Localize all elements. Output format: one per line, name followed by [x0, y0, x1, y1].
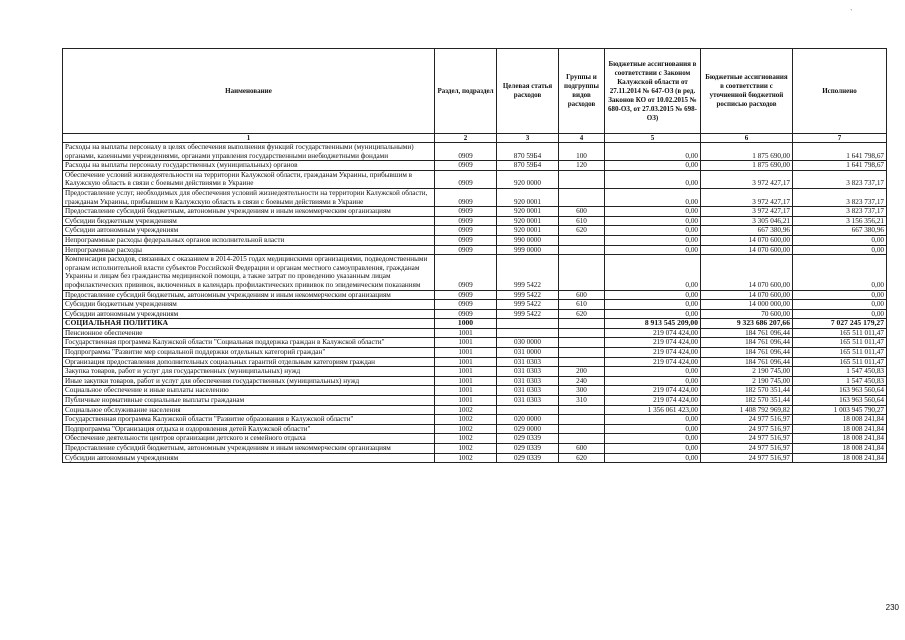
row-target-article: 031 0000 — [497, 348, 559, 358]
row-name: Обеспечение условий жизнедеятельности на территории Калужской области, гражданам Украины, прибывшим в Калужскую область в связи с боевыми действиями в Украине — [63, 170, 435, 188]
row-target-article: 031 0303 — [497, 396, 559, 406]
row-law-allocation: 0,00 — [605, 309, 701, 319]
row-executed: 0,00 — [793, 290, 887, 300]
row-razdel: 1001 — [435, 338, 497, 348]
row-razdel: 1001 — [435, 386, 497, 396]
row-law-allocation: 219 074 424,00 — [605, 357, 701, 367]
row-razdel: 0909 — [435, 216, 497, 226]
row-executed: 7 027 245 179,27 — [793, 319, 887, 329]
row-refined-allocation: 14 000 000,00 — [701, 300, 793, 310]
row-expense-group — [559, 424, 605, 434]
row-expense-group: 600 — [559, 290, 605, 300]
row-refined-allocation: 24 977 516,97 — [701, 415, 793, 425]
row-executed: 0,00 — [793, 245, 887, 255]
row-razdel: 0909 — [435, 188, 497, 206]
row-executed: 3 823 737,17 — [793, 188, 887, 206]
row-target-article: 990 0000 — [497, 235, 559, 245]
row-executed: 165 511 011,47 — [793, 348, 887, 358]
row-law-allocation: 0,00 — [605, 300, 701, 310]
table-row — [63, 245, 887, 255]
table-row — [63, 444, 887, 454]
row-refined-allocation: 24 977 516,97 — [701, 444, 793, 454]
row-razdel: 1001 — [435, 357, 497, 367]
row-expense-group: 310 — [559, 396, 605, 406]
table-row — [63, 415, 887, 425]
row-target-article — [497, 405, 559, 415]
row-refined-allocation: 14 070 600,00 — [701, 245, 793, 255]
header-num-5: 5 — [605, 134, 701, 143]
row-executed: 163 963 560,64 — [793, 396, 887, 406]
row-law-allocation: 1 356 061 423,00 — [605, 405, 701, 415]
row-law-allocation: 0,00 — [605, 415, 701, 425]
header-target-article: Целевая статья расходов — [497, 49, 559, 134]
row-executed: 1 641 798,67 — [793, 161, 887, 171]
row-executed: 3 823 737,17 — [793, 207, 887, 217]
row-razdel: 1001 — [435, 328, 497, 338]
row-name: Предоставление субсидий бюджетным, автономным учреждениям и иным некоммерческим организациям — [63, 290, 435, 300]
row-name: СОЦИАЛЬНАЯ ПОЛИТИКА — [63, 319, 435, 329]
row-name: Расходы на выплаты персоналу государственных (муниципальных) органов — [63, 161, 435, 171]
row-razdel: 0909 — [435, 300, 497, 310]
row-razdel: 0909 — [435, 245, 497, 255]
row-executed: 18 008 241,84 — [793, 415, 887, 425]
row-name: Компенсация расходов, связанных с оказанием в 2014-2015 годах медицинскими организациями, подведомственными органам исполнительной власти субъектов Российской Федерации и органам местного самоуправления, гражданам Украины и лицам без гражданства медицинской помощи, а также затрат по проведению указанным лицам профилактических прививок, включенных в календарь профилактических прививок по эпидемическим показаниям — [63, 255, 435, 290]
row-law-allocation: 0,00 — [605, 188, 701, 206]
row-refined-allocation: 1 875 690,00 — [701, 161, 793, 171]
row-law-allocation: 0,00 — [605, 444, 701, 454]
row-razdel: 0909 — [435, 309, 497, 319]
row-executed: 0,00 — [793, 255, 887, 290]
table-row — [63, 207, 887, 217]
row-executed: 1 641 798,67 — [793, 143, 887, 161]
row-executed: 163 963 560,64 — [793, 386, 887, 396]
row-refined-allocation: 3 972 427,17 — [701, 207, 793, 217]
row-executed: 0,00 — [793, 235, 887, 245]
header-number-row — [63, 134, 887, 143]
row-name: Непрограммные расходы федеральных органов исполнительной власти — [63, 235, 435, 245]
row-name: Предоставление субсидий бюджетным, автономным учреждениям и иным некоммерческим организациям — [63, 207, 435, 217]
row-refined-allocation: 182 570 351,44 — [701, 396, 793, 406]
row-expense-group — [559, 405, 605, 415]
row-law-allocation: 0,00 — [605, 255, 701, 290]
row-law-allocation: 219 074 424,00 — [605, 386, 701, 396]
row-razdel: 1002 — [435, 444, 497, 454]
row-refined-allocation: 1 875 690,00 — [701, 143, 793, 161]
row-target-article: 029 0339 — [497, 444, 559, 454]
row-expense-group: 200 — [559, 367, 605, 377]
row-executed: 0,00 — [793, 300, 887, 310]
row-law-allocation: 0,00 — [605, 207, 701, 217]
row-name: Предоставление субсидий бюджетным, автономным учреждениям и иным некоммерческим организациям — [63, 444, 435, 454]
row-law-allocation: 0,00 — [605, 434, 701, 444]
table-row — [63, 216, 887, 226]
row-refined-allocation: 24 977 516,97 — [701, 434, 793, 444]
row-expense-group: 620 — [559, 226, 605, 236]
row-name: Предоставление услуг, необходимых для обеспечения условий жизнедеятельности на территории Калужской области, гражданам Украины, прибывшим в Калужскую область в связи с боевыми действиями в Украине — [63, 188, 435, 206]
row-razdel: 0909 — [435, 170, 497, 188]
row-expense-group — [559, 357, 605, 367]
header-num-3: 3 — [497, 134, 559, 143]
table-row — [63, 367, 887, 377]
row-razdel: 0909 — [435, 226, 497, 236]
row-target-article: 920 0001 — [497, 207, 559, 217]
row-target-article — [497, 328, 559, 338]
row-name: Субсидии автономным учреждениям — [63, 226, 435, 236]
row-expense-group: 610 — [559, 300, 605, 310]
header-num-2: 2 — [435, 134, 497, 143]
row-law-allocation: 219 074 424,00 — [605, 348, 701, 358]
row-executed: 165 511 011,47 — [793, 357, 887, 367]
row-target-article: 029 0339 — [497, 453, 559, 463]
row-expense-group — [559, 245, 605, 255]
header-row — [63, 49, 887, 134]
row-law-allocation: 0,00 — [605, 170, 701, 188]
table-row — [63, 255, 887, 290]
row-law-allocation: 219 074 424,00 — [605, 396, 701, 406]
row-refined-allocation: 184 761 096,44 — [701, 348, 793, 358]
page-number: 230 — [885, 603, 899, 612]
table-row — [63, 328, 887, 338]
row-razdel: 1001 — [435, 367, 497, 377]
row-razdel: 1001 — [435, 376, 497, 386]
row-expense-group: 600 — [559, 444, 605, 454]
row-name: Подпрограмма "Организация отдыха и оздоровления детей Калужской области" — [63, 424, 435, 434]
row-target-article: 920 0001 — [497, 226, 559, 236]
row-name: Иные закупки товаров, работ и услуг для обеспечения государственных (муниципальных) нужд — [63, 376, 435, 386]
row-refined-allocation: 3 305 046,21 — [701, 216, 793, 226]
row-target-article: 920 0001 — [497, 188, 559, 206]
table-row — [63, 357, 887, 367]
row-expense-group: 610 — [559, 216, 605, 226]
header-num-4: 4 — [559, 134, 605, 143]
budget-table-sheet — [62, 48, 886, 463]
table-row — [63, 434, 887, 444]
row-law-allocation: 0,00 — [605, 235, 701, 245]
row-razdel: 0909 — [435, 161, 497, 171]
table-row — [63, 319, 887, 329]
row-refined-allocation: 182 570 351,44 — [701, 386, 793, 396]
row-executed: 18 008 241,84 — [793, 424, 887, 434]
row-refined-allocation: 24 977 516,97 — [701, 453, 793, 463]
table-row — [63, 300, 887, 310]
row-name: Подпрограмма "Развитие мер социальной поддержки отдельных категорий граждан" — [63, 348, 435, 358]
row-executed: 3 156 356,21 — [793, 216, 887, 226]
row-name: Социальное обеспечение и иные выплаты населению — [63, 386, 435, 396]
row-law-allocation: 0,00 — [605, 161, 701, 171]
header-num-7: 7 — [793, 134, 887, 143]
row-target-article: 870 59Б4 — [497, 161, 559, 171]
table-body — [63, 143, 887, 463]
row-law-allocation: 0,00 — [605, 245, 701, 255]
header-razdel: Раздел, подраздел — [435, 49, 497, 134]
row-target-article: 999 0000 — [497, 245, 559, 255]
row-refined-allocation: 184 761 096,44 — [701, 357, 793, 367]
row-target-article: 031 0303 — [497, 367, 559, 377]
row-target-article: 029 0339 — [497, 434, 559, 444]
row-name: Закупка товаров, работ и услуг для государственных (муниципальных) нужд — [63, 367, 435, 377]
row-refined-allocation: 184 761 096,44 — [701, 328, 793, 338]
row-refined-allocation: 2 190 745,00 — [701, 376, 793, 386]
row-refined-allocation: 1 408 792 969,82 — [701, 405, 793, 415]
table-row — [63, 376, 887, 386]
table-row — [63, 235, 887, 245]
row-expense-group: 600 — [559, 207, 605, 217]
table-row — [63, 386, 887, 396]
row-executed: 1 547 450,83 — [793, 367, 887, 377]
row-razdel: 1002 — [435, 434, 497, 444]
row-razdel: 1002 — [435, 424, 497, 434]
row-law-allocation: 0,00 — [605, 216, 701, 226]
row-expense-group — [559, 255, 605, 290]
table-row — [63, 170, 887, 188]
budget-execution-table — [62, 48, 887, 463]
row-refined-allocation: 3 972 427,17 — [701, 188, 793, 206]
row-law-allocation: 219 074 424,00 — [605, 328, 701, 338]
row-law-allocation: 0,00 — [605, 367, 701, 377]
table-row — [63, 396, 887, 406]
row-target-article: 031 0303 — [497, 386, 559, 396]
row-name: Субсидии бюджетным учреждениям — [63, 216, 435, 226]
row-refined-allocation: 14 070 600,00 — [701, 235, 793, 245]
row-expense-group — [559, 235, 605, 245]
row-executed: 18 008 241,84 — [793, 444, 887, 454]
row-expense-group — [559, 338, 605, 348]
table-row — [63, 405, 887, 415]
row-executed: 18 008 241,84 — [793, 434, 887, 444]
row-target-article: 920 0001 — [497, 216, 559, 226]
row-name: Социальное обслуживание населения — [63, 405, 435, 415]
row-executed: 667 380,96 — [793, 226, 887, 236]
row-refined-allocation: 3 972 427,17 — [701, 170, 793, 188]
row-expense-group — [559, 434, 605, 444]
row-executed: 165 511 011,47 — [793, 338, 887, 348]
table-row — [63, 143, 887, 161]
row-refined-allocation: 184 761 096,44 — [701, 338, 793, 348]
row-target-article: 999 5422 — [497, 290, 559, 300]
row-target-article: 029 0000 — [497, 424, 559, 434]
row-executed: 18 008 241,84 — [793, 453, 887, 463]
row-name: Публичные нормативные социальные выплаты гражданам — [63, 396, 435, 406]
row-law-allocation: 8 913 545 209,00 — [605, 319, 701, 329]
row-razdel: 0909 — [435, 207, 497, 217]
row-target-article — [497, 319, 559, 329]
table-row — [63, 424, 887, 434]
row-target-article: 020 0000 — [497, 415, 559, 425]
row-target-article: 920 0000 — [497, 170, 559, 188]
row-expense-group: 300 — [559, 386, 605, 396]
table-row — [63, 453, 887, 463]
row-target-article: 031 0303 — [497, 376, 559, 386]
row-law-allocation: 0,00 — [605, 290, 701, 300]
row-razdel: 1001 — [435, 348, 497, 358]
row-expense-group — [559, 170, 605, 188]
row-razdel: 1000 — [435, 319, 497, 329]
row-expense-group: 240 — [559, 376, 605, 386]
row-target-article: 999 5422 — [497, 309, 559, 319]
row-law-allocation: 0,00 — [605, 453, 701, 463]
row-razdel: 1002 — [435, 405, 497, 415]
table-row — [63, 161, 887, 171]
row-executed: 3 823 737,17 — [793, 170, 887, 188]
row-law-allocation: 0,00 — [605, 424, 701, 434]
row-name: Субсидии автономным учреждениям — [63, 309, 435, 319]
row-expense-group — [559, 319, 605, 329]
row-razdel: 0909 — [435, 255, 497, 290]
row-name: Государственная программа Калужской области "Социальная поддержка граждан в Калужской области" — [63, 338, 435, 348]
row-name: Организация предоставления дополнительных социальных гарантий отдельным категориям граждан — [63, 357, 435, 367]
row-razdel: 0909 — [435, 143, 497, 161]
header-refined-allocations: Бюджетные ассигнования в соответствии с уточненной бюджетной росписью расходов — [701, 49, 793, 134]
row-target-article: 999 5422 — [497, 255, 559, 290]
row-target-article: 031 0303 — [497, 357, 559, 367]
scan-mark: ` — [850, 8, 853, 17]
row-razdel: 1002 — [435, 453, 497, 463]
row-name: Государственная программа Калужской области "Развитие образования в Калужской области" — [63, 415, 435, 425]
row-expense-group — [559, 188, 605, 206]
row-refined-allocation: 24 977 516,97 — [701, 424, 793, 434]
row-expense-group: 100 — [559, 143, 605, 161]
row-name: Субсидии бюджетным учреждениям — [63, 300, 435, 310]
row-expense-group — [559, 328, 605, 338]
row-executed: 1 003 945 790,27 — [793, 405, 887, 415]
row-executed: 1 547 450,83 — [793, 376, 887, 386]
row-expense-group: 620 — [559, 453, 605, 463]
header-num-6: 6 — [701, 134, 793, 143]
row-expense-group — [559, 415, 605, 425]
row-refined-allocation: 9 323 686 207,66 — [701, 319, 793, 329]
table-row — [63, 290, 887, 300]
row-target-article: 999 5422 — [497, 300, 559, 310]
row-razdel: 1001 — [435, 396, 497, 406]
row-executed: 165 511 011,47 — [793, 328, 887, 338]
table-row — [63, 338, 887, 348]
row-name: Непрограммные расходы — [63, 245, 435, 255]
row-law-allocation: 0,00 — [605, 376, 701, 386]
header-law-allocations: Бюджетные ассигнования в соответствии с Законом Калужской области от 27.11.2014 № 647-ОЗ (в ред. Законов КО от 10.02.2015 № 680-ОЗ, от 27.03.2015 № 698-ОЗ) — [605, 49, 701, 134]
header-executed: Исполнено — [793, 49, 887, 134]
row-executed: 0,00 — [793, 309, 887, 319]
row-refined-allocation: 14 070 600,00 — [701, 290, 793, 300]
row-expense-group: 620 — [559, 309, 605, 319]
row-name: Обеспечение деятельности центров организации детского и семейного отдыха — [63, 434, 435, 444]
row-target-article: 870 59Б4 — [497, 143, 559, 161]
row-expense-group — [559, 348, 605, 358]
row-name: Расходы на выплаты персоналу в целях обеспечения выполнения функций государственными (муниципальными) органами, казенными учреждениями, органами управления государственными внебюджетными фондами — [63, 143, 435, 161]
header-num-1: 1 — [63, 134, 435, 143]
row-refined-allocation: 70 600,00 — [701, 309, 793, 319]
table-row — [63, 348, 887, 358]
row-razdel: 1002 — [435, 415, 497, 425]
header-expense-group: Группы и подгруппы видов расходов — [559, 49, 605, 134]
row-law-allocation: 0,00 — [605, 226, 701, 236]
row-razdel: 0909 — [435, 290, 497, 300]
row-target-article: 030 0000 — [497, 338, 559, 348]
row-name: Субсидии автономным учреждениям — [63, 453, 435, 463]
row-refined-allocation: 2 190 745,00 — [701, 367, 793, 377]
row-expense-group: 120 — [559, 161, 605, 171]
table-row — [63, 188, 887, 206]
header-name: Наименование — [63, 49, 435, 134]
row-law-allocation: 0,00 — [605, 143, 701, 161]
table-row — [63, 226, 887, 236]
row-razdel: 0909 — [435, 235, 497, 245]
row-refined-allocation: 667 380,96 — [701, 226, 793, 236]
row-name: Пенсионное обеспечение — [63, 328, 435, 338]
row-refined-allocation: 14 070 600,00 — [701, 255, 793, 290]
row-law-allocation: 219 074 424,00 — [605, 338, 701, 348]
